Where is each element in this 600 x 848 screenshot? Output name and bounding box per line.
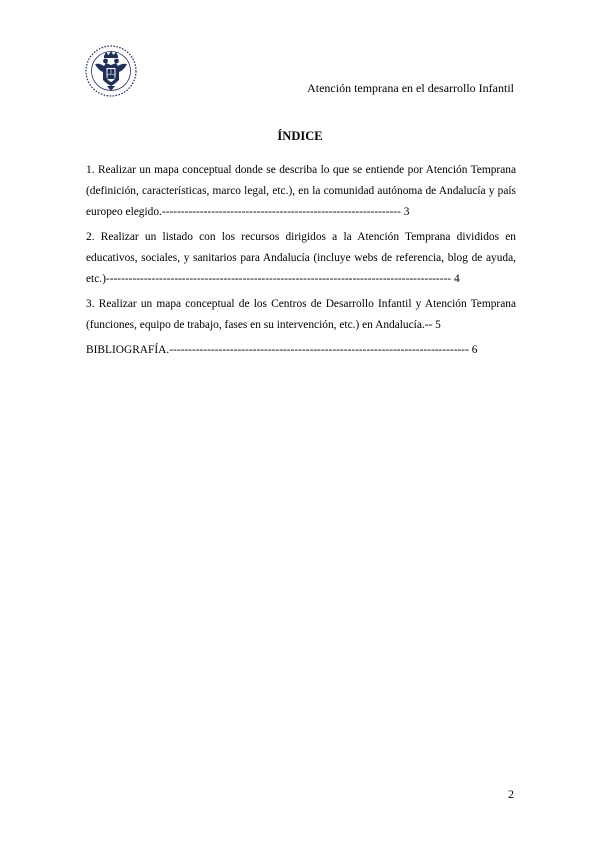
page-number: 2 (508, 787, 514, 801)
table-of-contents (86, 160, 516, 365)
running-header: Atención temprana en el desarrollo Infantil (307, 81, 514, 95)
university-crest-icon (84, 44, 138, 98)
toc-entry-3: 3. Realizar un mapa conceptual de los Centros de Desarrollo Infantil y Atención Temprana (funciones, equipo de trabajo, fases en su intervención, etc.) en Andalucía.-- 5 (86, 298, 516, 331)
toc-entry-bibliography: BIBLIOGRAFÍA.------------------------------------------------------------------------------- 6 (86, 344, 478, 356)
toc-entry-1: 1. Realizar un mapa conceptual donde se describa lo que se entiende por Atención Temprana (definición, características, marco legal, etc.), en la comunidad autónoma de Andalucía y país europeo elegido.--------------------------------------------------------------- 3 (86, 164, 516, 218)
page-title: ÍNDICE (277, 129, 323, 143)
toc-entry-2: 2. Realizar un listado con los recursos dirigidos a la Atención Temprana divididos en educativos, sociales, y sanitarios para Andalucía (incluye webs de referencia, blog de ayuda, etc.)------------------------------------------------------------------------------------------- 4 (86, 231, 516, 285)
